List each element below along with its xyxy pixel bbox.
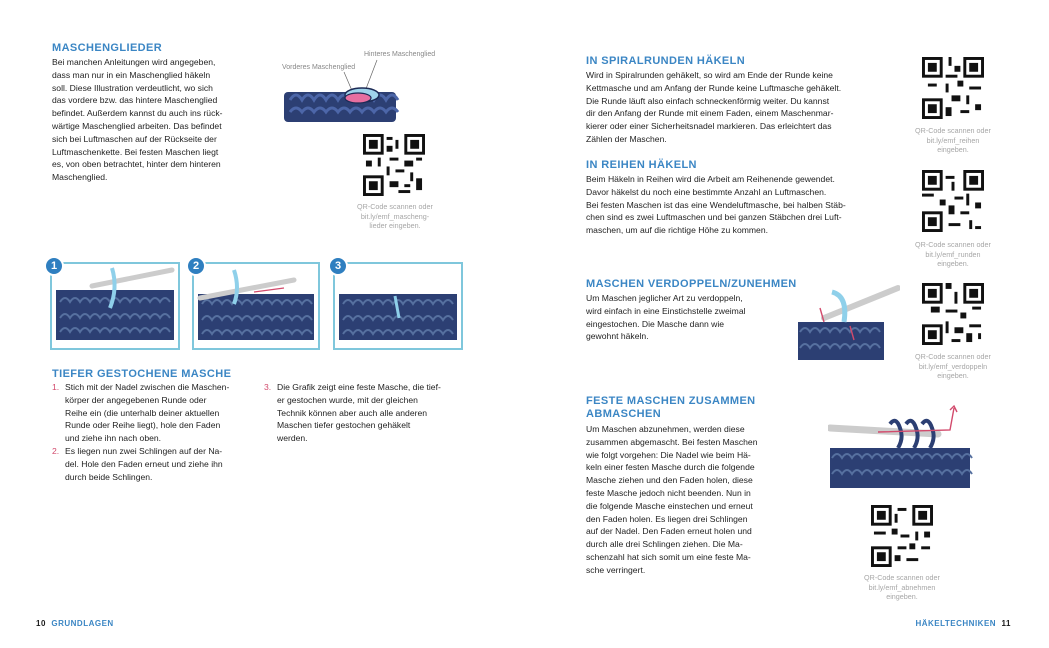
qr-code-spiral[interactable] — [922, 57, 984, 119]
qr-code-maschenglieder[interactable] — [363, 134, 425, 196]
heading-maschenglieder: MASCHENGLIEDER — [52, 42, 163, 54]
step-number-2: 2 — [186, 256, 206, 276]
step-3-illustration — [333, 262, 463, 350]
increase-stitch-illustration — [798, 278, 900, 362]
heading-zusammen-abmaschen: FESTE MASCHEN ZUSAMMEN ABMASCHEN — [586, 395, 756, 420]
qr-code-verdoppeln[interactable] — [922, 283, 984, 345]
heading-reihen: IN REIHEN HÄKELN — [586, 159, 697, 171]
step-item-2: 2. Es liegen nun zwei Schlingen auf der Na- del. Hole den Faden erneut und ziehe ihn durch beide Schlingen. — [52, 445, 223, 482]
step-1-illustration — [50, 262, 180, 350]
step-number-3: 3 — [328, 256, 348, 276]
qr-code-reihen[interactable] — [922, 170, 984, 232]
page-number-right: 11 — [1001, 619, 1011, 628]
footer-right — [915, 619, 1011, 628]
section-name-left: GRUNDLAGEN — [51, 619, 114, 628]
text-reihen: Beim Häkeln in Reihen wird die Arbeit am Reihenende gewendet. Davor häkelst du noch eine bestimmte Anzahl an Luftmaschen. Bei festen Maschen ist das eine Wendeluftmasche, bei halben Stäb- chen sind es zwei Luftmaschen und bei ganzen Stäbchen drei Luft- maschen, um auf die richtige Höhe zu kommen. — [586, 174, 846, 236]
heading-spiralrunden: IN SPIRALRUNDEN HÄKELN — [586, 55, 746, 67]
qr-caption-abnehmen: QR-Code scannen oder bit.ly/emf_abnehmen eingeben. — [864, 573, 940, 601]
text-spiralrunden: Wird in Spiralrunden gehäkelt, so wird am Ende der Runde keine Kettmasche und am Anfang der Runde keine Luftmasche gehäkelt. Die Runde läuft also einfach schneckenförmig weiter. Du kannst dir den Anfang der Runde mit einem Faden, einem Maschenmar- kierer oder einer Sicherheitsnadel markieren. Das erleichtert das Zählen der Maschen. — [586, 70, 842, 144]
step-item-number: 2. — [52, 445, 60, 456]
step-item-3: 3. Die Grafik zeigt eine feste Masche, die tief- er gestochen wurde, mit der gleichen Technik können aber auch alle anderen Maschen tiefer gestochen gehäkelt werden. — [264, 382, 441, 444]
qr-caption-maschenglieder: QR-Code scannen oder bit.ly/emf_mascheng- lieder eingeben. — [357, 202, 433, 230]
step-item-1: 1. Stich mit der Nadel zwischen die Maschen- körper der angegebenen Runde oder Reihe ein (die unterhalb deiner aktuellen Runde oder Reihe liegt), hole den Faden und ziehe ihn nach oben. — [52, 382, 230, 444]
page-number-left: 10 — [36, 619, 46, 628]
section-name-right: HÄKELTECHNIKEN — [915, 619, 997, 628]
label-front-loop: Vorderes Maschenglied — [282, 64, 356, 71]
heading-verdoppeln: MASCHEN VERDOPPELN/ZUNEHMEN — [586, 278, 797, 290]
step-number-1: 1 — [44, 256, 64, 276]
step-item-number: 3. — [264, 382, 272, 392]
steps-list-right — [264, 381, 464, 445]
text-zusammen-abmaschen: Um Maschen abzunehmen, werden diese zusammen abgemascht. Bei festen Maschen wie folgt vorgehen: Die Nadel wie beim Hä- keln einer festen Masche durch die folgende Masche ziehen und den Faden holen, diese feste Masche jedoch nicht beenden. Nun in die folgende Masche einstechen und erneut den Faden holen. Es liegen drei Schlingen auf der Nadel. Den Faden erneut holen und durch alle drei Schlingen ziehen. Die Ma- schenzahl hat sich somit um eine feste Ma- sche verringert. — [586, 424, 758, 575]
qr-caption-verdoppeln: QR-Code scannen oder bit.ly/emf_verdoppeln eingeben. — [915, 352, 991, 380]
text-maschenglieder: Bei manchen Anleitungen wird angegeben, dass man nur in ein Maschenglied häkeln soll. Diese Illustration verdeutlicht, wo sich das vordere bzw. das hintere Maschenglied befindet. Außerdem kannst du auch ins rück- wärtige Maschenglied arbeiten. Das befindet sich bei Luftmaschen auf der Rückseite der Luftmaschenkette. Bei festen Maschen liegt es, von oben betrachtet, hinter dem hinteren Maschenglied. — [52, 57, 223, 183]
step-item-number: 1. — [52, 382, 60, 392]
qr-caption-spiral: QR-Code scannen oder bit.ly/emf_reihen eingeben. — [915, 126, 991, 154]
qr-code-abnehmen[interactable] — [871, 505, 933, 567]
qr-caption-reihen: QR-Code scannen oder bit.ly/emf_runden eingeben. — [915, 240, 991, 268]
stitch-loops-illustration — [282, 48, 452, 128]
footer-left — [36, 619, 114, 628]
label-back-loop: Hinteres Maschenglied — [364, 51, 436, 58]
decrease-stitch-illustration — [828, 404, 976, 492]
text-verdoppeln: Um Maschen jeglicher Art zu verdoppeln, wird einfach in eine Einstichstelle zweimal eingestochen. Die Masche dann wie gewohnt häkeln. — [586, 293, 746, 342]
step-2-illustration — [192, 262, 320, 350]
steps-list-left — [52, 381, 252, 483]
heading-tiefer-gestochene-masche: TIEFER GESTOCHENE MASCHE — [52, 368, 232, 380]
